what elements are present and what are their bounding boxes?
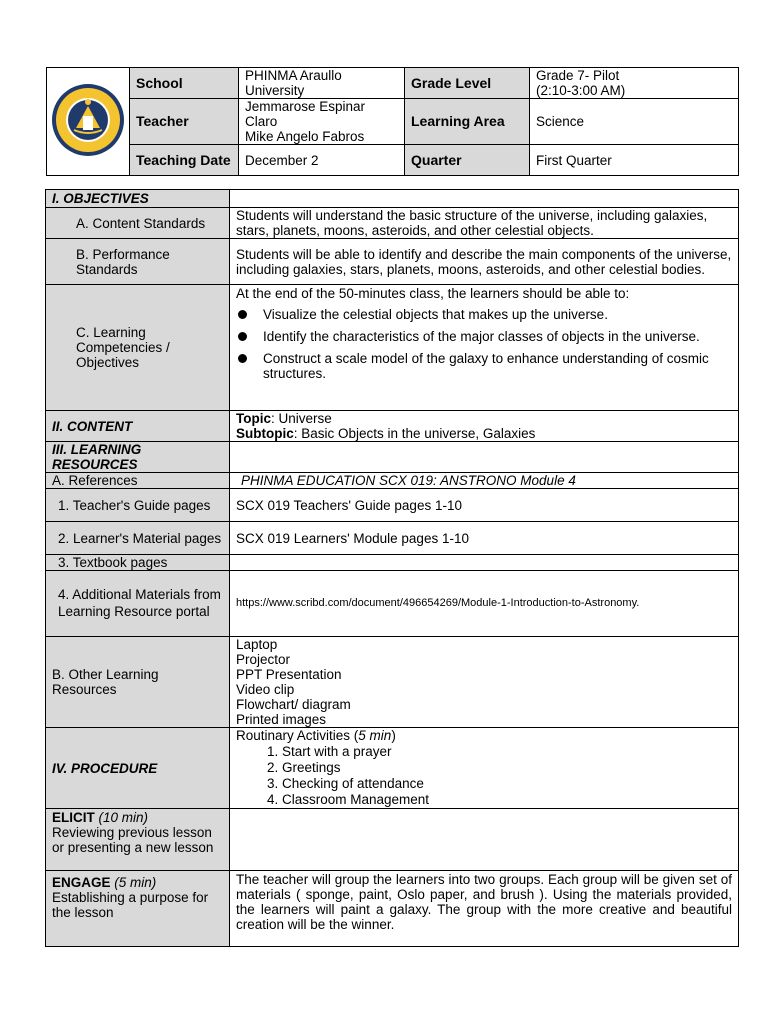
resources-blank [230,442,739,473]
engage-label: ENGAGE [52,875,111,890]
competency-item: Identify the characteristics of the major classes of objects in the universe. [236,329,732,344]
teacher-value: Jemmarose Espinar Claro Mike Angelo Fabros [239,99,405,145]
resource-item: Laptop [236,637,278,652]
resource-item: PPT Presentation [236,667,342,682]
elicit-desc: Reviewing previous lesson or presenting a new lesson [52,825,214,855]
area-label: Learning Area [405,99,530,145]
learners-material-value: SCX 019 Learners' Module pages 1-10 [230,522,739,555]
content-standards-label: A. Content Standards [46,208,230,239]
logo-cell [47,68,130,176]
learners-material-label: 2. Learner's Material pages [46,522,230,555]
grade-value: Grade 7- Pilot (2:10-3:00 AM) [530,68,739,99]
resource-item: Flowchart/ diagram [236,697,351,712]
objectives-blank [230,190,739,208]
engage-time: (5 min) [114,875,157,890]
references-value: PHINMA EDUCATION SCX 019: ANSTRONO Module 4 [230,473,739,489]
performance-standards-text: Students will be able to identify and describe the main components of the universe, including galaxies, stars, planets, moons, asteroids, and other celestial bodies. [230,239,739,285]
competencies-cell [230,285,739,411]
routinary-item: 1. Start with a prayer [282,744,732,760]
date-label: Teaching Date [130,145,239,176]
routinary-item: 4. Classroom Management [282,792,732,808]
header-table [46,67,739,176]
teachers-guide-value: SCX 019 Teachers' Guide pages 1-10 [230,489,739,522]
date-value: December 2 [239,145,405,176]
resource-item: Video clip [236,682,295,697]
resource-item: Printed images [236,712,327,727]
engage-desc: Establishing a purpose for the lesson [52,890,209,920]
quarter-label: Quarter [405,145,530,176]
topic-value: : Universe [271,411,332,426]
routinary-cell [230,728,739,809]
lesson-plan-table [45,189,739,947]
school-label: School [130,68,239,99]
elicit-cell [46,809,230,871]
objectives-heading: I. OBJECTIVES [46,190,230,208]
competencies-label: C. Learning Competencies / Objectives [46,285,230,411]
textbook-label: 3. Textbook pages [46,555,230,571]
competency-item: Construct a scale model of the galaxy to enhance understanding of cosmic structures. [236,351,732,381]
competencies-intro: At the end of the 50-minutes class, the learners should be able to: [236,286,630,301]
references-label: A. References [46,473,230,489]
topic-label: Topic [236,411,271,426]
competencies-list [236,307,732,381]
elicit-blank [230,809,739,871]
teachers-guide-label: 1. Teacher's Guide pages [46,489,230,522]
procedure-heading: IV. PROCEDURE [46,728,230,809]
teacher-label: Teacher [130,99,239,145]
other-resources-label: B. Other Learning Resources [46,637,230,728]
subtopic-label: Subtopic [236,426,294,441]
content-standards-text: Students will understand the basic structure of the universe, including galaxies, stars, planets, moons, asteroids, and other celestial objects. [230,208,739,239]
engage-cell [46,871,230,947]
resources-heading: III. LEARNING RESOURCES [46,442,230,473]
content-cell [230,411,739,442]
routinary-label: Routinary Activities (5 min) [236,728,396,743]
resource-item: Projector [236,652,291,667]
university-seal-logo [50,72,126,168]
area-value: Science [530,99,739,145]
other-resources-list [230,637,739,728]
engage-text: The teacher will group the learners into two groups. Each group will be given set of materials ( sponge, paint, Oslo paper, and brush ). Using the materials provided, the learners will paint a galaxy. The group with the more creative and beautiful creation will be the winner. [230,871,739,947]
additional-materials-link[interactable]: https://www.scribd.com/document/496654269/Module-1-Introduction-to-Astronomy. [230,571,739,637]
textbook-value [230,555,739,571]
content-heading: II. CONTENT [46,411,230,442]
elicit-time: (10 min) [98,810,149,825]
elicit-label: ELICIT [52,810,95,825]
performance-standards-label: B. Performance Standards [46,239,230,285]
routinary-list [236,744,732,808]
quarter-value: First Quarter [530,145,739,176]
grade-label: Grade Level [405,68,530,99]
routinary-item: 2. Greetings [282,760,732,776]
competency-item: Visualize the celestial objects that makes up the universe. [236,307,732,322]
subtopic-value: : Basic Objects in the universe, Galaxies [293,426,536,441]
routinary-item: 3. Checking of attendance [282,776,732,792]
additional-materials-label: 4. Additional Materials from Learning Resource portal [46,571,230,637]
school-value: PHINMA Araullo University [239,68,405,99]
